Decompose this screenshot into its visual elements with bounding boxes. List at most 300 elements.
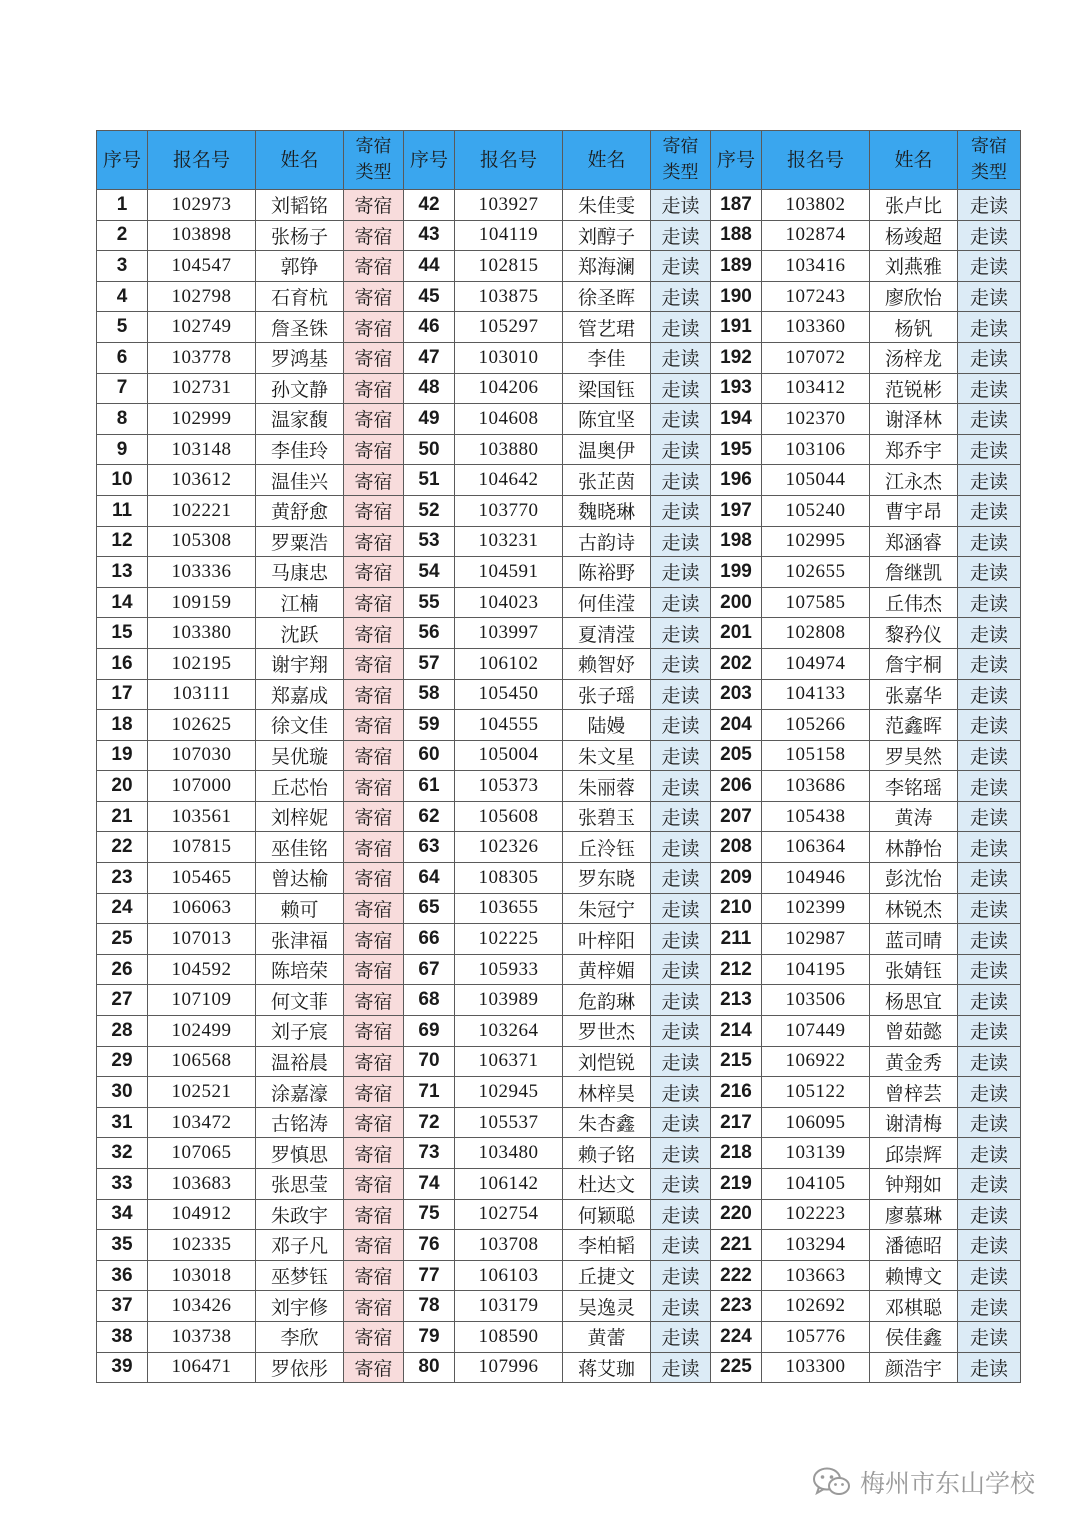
board-type-cell: 寄宿 (344, 710, 404, 741)
board-type-cell: 走读 (958, 710, 1021, 741)
seq-cell: 53 (404, 526, 455, 557)
name-cell: 古铭涛 (256, 1107, 344, 1138)
reg-no-cell: 107996 (455, 1352, 563, 1383)
table-row (97, 1352, 1021, 1383)
name-cell: 邓子凡 (256, 1230, 344, 1261)
seq-cell: 33 (97, 1169, 148, 1200)
reg-no-cell: 103875 (455, 281, 563, 312)
seq-cell: 13 (97, 557, 148, 588)
reg-no-cell: 102499 (148, 1016, 256, 1047)
board-type-cell: 走读 (958, 1321, 1021, 1352)
board-type-cell: 寄宿 (344, 1230, 404, 1261)
name-cell: 李铭瑶 (870, 771, 958, 802)
name-cell: 朱杏鑫 (563, 1107, 651, 1138)
seq-cell: 219 (711, 1169, 762, 1200)
name-cell: 朱政宇 (256, 1199, 344, 1230)
reg-no-cell: 102399 (762, 893, 870, 924)
seq-cell: 75 (404, 1199, 455, 1230)
name-cell: 陆嫚 (563, 710, 651, 741)
reg-no-cell: 103472 (148, 1107, 256, 1138)
seq-cell: 79 (404, 1321, 455, 1352)
seq-cell: 200 (711, 587, 762, 618)
board-type-cell: 走读 (958, 648, 1021, 679)
name-cell: 张芷茵 (563, 465, 651, 496)
seq-cell: 199 (711, 557, 762, 588)
name-cell: 张津福 (256, 924, 344, 955)
student-roster-table (96, 130, 1021, 1383)
board-type-cell: 寄宿 (344, 1138, 404, 1169)
seq-cell: 18 (97, 710, 148, 741)
seq-cell: 26 (97, 954, 148, 985)
name-cell: 夏清滢 (563, 618, 651, 649)
reg-no-cell: 105373 (455, 771, 563, 802)
reg-no-cell: 103770 (455, 495, 563, 526)
board-type-cell: 寄宿 (344, 373, 404, 404)
seq-cell: 70 (404, 1046, 455, 1077)
table-row (97, 679, 1021, 710)
seq-cell: 54 (404, 557, 455, 588)
seq-cell: 208 (711, 832, 762, 863)
board-type-cell: 走读 (651, 1352, 711, 1383)
name-cell: 罗粟浩 (256, 526, 344, 557)
board-type-cell: 走读 (651, 863, 711, 894)
seq-cell: 38 (97, 1321, 148, 1352)
seq-cell: 217 (711, 1107, 762, 1138)
reg-no-cell: 102221 (148, 495, 256, 526)
reg-no-cell: 106364 (762, 832, 870, 863)
seq-cell: 52 (404, 495, 455, 526)
board-type-cell: 寄宿 (344, 1077, 404, 1108)
name-cell: 杜达文 (563, 1169, 651, 1200)
seq-cell: 65 (404, 893, 455, 924)
table-row (97, 1230, 1021, 1261)
name-cell: 刘子宸 (256, 1016, 344, 1047)
board-type-cell: 寄宿 (344, 801, 404, 832)
seq-cell: 24 (97, 893, 148, 924)
table-row (97, 648, 1021, 679)
seq-cell: 202 (711, 648, 762, 679)
name-cell: 侯佳鑫 (870, 1321, 958, 1352)
seq-cell: 64 (404, 863, 455, 894)
name-cell: 曾茹懿 (870, 1016, 958, 1047)
reg-no-cell: 103139 (762, 1138, 870, 1169)
board-type-cell: 走读 (958, 251, 1021, 282)
reg-no-cell: 103294 (762, 1230, 870, 1261)
board-type-cell: 走读 (651, 434, 711, 465)
table-row (97, 587, 1021, 618)
name-cell: 丘伟杰 (870, 587, 958, 618)
board-type-cell: 寄宿 (344, 740, 404, 771)
reg-no-cell: 102754 (455, 1199, 563, 1230)
reg-no-cell: 103663 (762, 1260, 870, 1291)
name-cell: 黄梓媚 (563, 954, 651, 985)
seq-cell: 2 (97, 220, 148, 251)
board-type-cell: 寄宿 (344, 557, 404, 588)
board-type-cell: 走读 (958, 495, 1021, 526)
reg-no-cell: 104105 (762, 1169, 870, 1200)
header-board-type-line2: 类型 (355, 162, 392, 183)
name-cell: 郑海澜 (563, 251, 651, 282)
reg-no-cell: 107585 (762, 587, 870, 618)
header-board-type (651, 131, 711, 190)
reg-no-cell: 103480 (455, 1138, 563, 1169)
seq-cell: 17 (97, 679, 148, 710)
seq-cell: 3 (97, 251, 148, 282)
seq-cell: 39 (97, 1352, 148, 1383)
board-type-cell: 走读 (958, 312, 1021, 343)
board-type-cell: 走读 (958, 954, 1021, 985)
board-type-cell: 走读 (958, 801, 1021, 832)
header-board-type (344, 131, 404, 190)
board-type-cell: 走读 (958, 1046, 1021, 1077)
reg-no-cell: 107109 (148, 985, 256, 1016)
reg-no-cell: 107449 (762, 1016, 870, 1047)
board-type-cell: 走读 (651, 373, 711, 404)
reg-no-cell: 106103 (455, 1260, 563, 1291)
seq-cell: 68 (404, 985, 455, 1016)
name-cell: 曾梓芸 (870, 1077, 958, 1108)
reg-no-cell: 106142 (455, 1169, 563, 1200)
board-type-cell: 走读 (958, 1230, 1021, 1261)
reg-no-cell: 102731 (148, 373, 256, 404)
reg-no-cell: 104555 (455, 710, 563, 741)
name-cell: 魏晓琳 (563, 495, 651, 526)
board-type-cell: 寄宿 (344, 495, 404, 526)
reg-no-cell: 103300 (762, 1352, 870, 1383)
seq-cell: 21 (97, 801, 148, 832)
board-type-cell: 寄宿 (344, 465, 404, 496)
seq-cell: 203 (711, 679, 762, 710)
board-type-cell: 走读 (958, 342, 1021, 373)
seq-cell: 206 (711, 771, 762, 802)
seq-cell: 51 (404, 465, 455, 496)
name-cell: 曹宇昂 (870, 495, 958, 526)
board-type-cell: 走读 (651, 740, 711, 771)
board-type-cell: 寄宿 (344, 863, 404, 894)
board-type-cell: 寄宿 (344, 832, 404, 863)
board-type-cell: 走读 (651, 1199, 711, 1230)
name-cell: 郑乔宇 (870, 434, 958, 465)
name-cell: 陈培荣 (256, 954, 344, 985)
seq-cell: 11 (97, 495, 148, 526)
board-type-cell: 走读 (958, 1138, 1021, 1169)
name-cell: 蒋艾珈 (563, 1352, 651, 1383)
board-type-cell: 走读 (651, 526, 711, 557)
seq-cell: 76 (404, 1230, 455, 1261)
reg-no-cell: 104592 (148, 954, 256, 985)
reg-no-cell: 107815 (148, 832, 256, 863)
name-cell: 刘燕雅 (870, 251, 958, 282)
board-type-cell: 走读 (651, 710, 711, 741)
table-row (97, 985, 1021, 1016)
reg-no-cell: 103412 (762, 373, 870, 404)
reg-no-cell: 104591 (455, 557, 563, 588)
seq-cell: 189 (711, 251, 762, 282)
board-type-cell: 走读 (958, 557, 1021, 588)
name-cell: 谢泽林 (870, 404, 958, 435)
name-cell: 罗东晓 (563, 863, 651, 894)
board-type-cell: 走读 (958, 1016, 1021, 1047)
name-cell: 朱文星 (563, 740, 651, 771)
seq-cell: 66 (404, 924, 455, 955)
header-board-type-line2: 类型 (971, 162, 1007, 183)
reg-no-cell: 102987 (762, 924, 870, 955)
name-cell: 彭沈怡 (870, 863, 958, 894)
board-type-cell: 走读 (958, 618, 1021, 649)
table-row (97, 1260, 1021, 1291)
board-type-cell: 走读 (958, 832, 1021, 863)
reg-no-cell: 102973 (148, 190, 256, 221)
table-row (97, 312, 1021, 343)
reg-no-cell: 102874 (762, 220, 870, 251)
name-cell: 管艺珺 (563, 312, 651, 343)
table-row (97, 495, 1021, 526)
name-cell: 李欣 (256, 1321, 344, 1352)
seq-cell: 61 (404, 771, 455, 802)
name-cell: 汤梓龙 (870, 342, 958, 373)
reg-no-cell: 103336 (148, 557, 256, 588)
name-cell: 张嘉华 (870, 679, 958, 710)
seq-cell: 218 (711, 1138, 762, 1169)
seq-cell: 214 (711, 1016, 762, 1047)
seq-cell: 56 (404, 618, 455, 649)
name-cell: 江楠 (256, 587, 344, 618)
board-type-cell: 寄宿 (344, 1016, 404, 1047)
reg-no-cell: 103416 (762, 251, 870, 282)
board-type-cell: 走读 (958, 373, 1021, 404)
reg-no-cell: 103506 (762, 985, 870, 1016)
seq-cell: 222 (711, 1260, 762, 1291)
reg-no-cell: 109159 (148, 587, 256, 618)
table-row (97, 281, 1021, 312)
name-cell: 张碧玉 (563, 801, 651, 832)
seq-cell: 63 (404, 832, 455, 863)
name-cell: 蓝司晴 (870, 924, 958, 955)
name-cell: 温家馥 (256, 404, 344, 435)
seq-cell: 207 (711, 801, 762, 832)
name-cell: 江永杰 (870, 465, 958, 496)
board-type-cell: 走读 (958, 1352, 1021, 1383)
board-type-cell: 走读 (651, 1016, 711, 1047)
board-type-cell: 走读 (651, 557, 711, 588)
board-type-cell: 走读 (651, 312, 711, 343)
name-cell: 吴优璇 (256, 740, 344, 771)
reg-no-cell: 102655 (762, 557, 870, 588)
name-cell: 黎矜仪 (870, 618, 958, 649)
seq-cell: 10 (97, 465, 148, 496)
name-cell: 梁国钰 (563, 373, 651, 404)
name-cell: 巫佳铭 (256, 832, 344, 863)
reg-no-cell: 107000 (148, 771, 256, 802)
seq-cell: 192 (711, 342, 762, 373)
seq-cell: 197 (711, 495, 762, 526)
name-cell: 孙文静 (256, 373, 344, 404)
seq-cell: 59 (404, 710, 455, 741)
reg-no-cell: 102625 (148, 710, 256, 741)
name-cell: 叶梓阳 (563, 924, 651, 955)
board-type-cell: 走读 (651, 587, 711, 618)
name-cell: 谢清梅 (870, 1107, 958, 1138)
reg-no-cell: 102521 (148, 1077, 256, 1108)
name-cell: 张卢比 (870, 190, 958, 221)
seq-cell: 22 (97, 832, 148, 863)
board-type-cell: 寄宿 (344, 1321, 404, 1352)
reg-no-cell: 107072 (762, 342, 870, 373)
header-seq: 序号 (97, 131, 148, 190)
table-row (97, 740, 1021, 771)
header-name: 姓名 (256, 131, 344, 190)
seq-cell: 188 (711, 220, 762, 251)
table-row (97, 251, 1021, 282)
name-cell: 郑涵睿 (870, 526, 958, 557)
reg-no-cell: 103148 (148, 434, 256, 465)
reg-no-cell: 108590 (455, 1321, 563, 1352)
board-type-cell: 寄宿 (344, 281, 404, 312)
seq-cell: 20 (97, 771, 148, 802)
seq-cell: 201 (711, 618, 762, 649)
seq-cell: 28 (97, 1016, 148, 1047)
reg-no-cell: 103179 (455, 1291, 563, 1322)
seq-cell: 72 (404, 1107, 455, 1138)
board-type-cell: 走读 (958, 587, 1021, 618)
board-type-cell: 走读 (651, 465, 711, 496)
reg-no-cell: 106471 (148, 1352, 256, 1383)
name-cell: 张子瑶 (563, 679, 651, 710)
board-type-cell: 走读 (958, 1077, 1021, 1108)
reg-no-cell: 104974 (762, 648, 870, 679)
reg-no-cell: 102692 (762, 1291, 870, 1322)
table-row (97, 893, 1021, 924)
board-type-cell: 走读 (958, 404, 1021, 435)
reg-no-cell: 103927 (455, 190, 563, 221)
board-type-cell: 走读 (958, 465, 1021, 496)
reg-no-cell: 104608 (455, 404, 563, 435)
reg-no-cell: 103686 (762, 771, 870, 802)
name-cell: 罗世杰 (563, 1016, 651, 1047)
board-type-cell: 走读 (651, 1138, 711, 1169)
seq-cell: 198 (711, 526, 762, 557)
reg-no-cell: 105933 (455, 954, 563, 985)
name-cell: 黄涛 (870, 801, 958, 832)
name-cell: 潘德昭 (870, 1230, 958, 1261)
seq-cell: 195 (711, 434, 762, 465)
board-type-cell: 寄宿 (344, 190, 404, 221)
seq-cell: 16 (97, 648, 148, 679)
board-type-cell: 走读 (958, 740, 1021, 771)
reg-no-cell: 104133 (762, 679, 870, 710)
reg-no-cell: 106063 (148, 893, 256, 924)
board-type-cell: 寄宿 (344, 954, 404, 985)
reg-no-cell: 105308 (148, 526, 256, 557)
reg-no-cell: 104912 (148, 1199, 256, 1230)
seq-cell: 46 (404, 312, 455, 343)
seq-cell: 23 (97, 863, 148, 894)
name-cell: 温佳兴 (256, 465, 344, 496)
table-row (97, 342, 1021, 373)
name-cell: 朱丽蓉 (563, 771, 651, 802)
name-cell: 巫梦钰 (256, 1260, 344, 1291)
name-cell: 刘韬铭 (256, 190, 344, 221)
watermark (812, 1462, 1035, 1502)
seq-cell: 15 (97, 618, 148, 649)
board-type-cell: 寄宿 (344, 434, 404, 465)
header-board-type-line1: 寄宿 (971, 136, 1007, 157)
board-type-cell: 走读 (958, 1291, 1021, 1322)
table-row (97, 832, 1021, 863)
reg-no-cell: 102815 (455, 251, 563, 282)
board-type-cell: 寄宿 (344, 1260, 404, 1291)
name-cell: 陈宜坚 (563, 404, 651, 435)
name-cell: 吴逸灵 (563, 1291, 651, 1322)
seq-cell: 187 (711, 190, 762, 221)
seq-cell: 57 (404, 648, 455, 679)
seq-cell: 212 (711, 954, 762, 985)
board-type-cell: 寄宿 (344, 587, 404, 618)
board-type-cell: 走读 (651, 1291, 711, 1322)
seq-cell: 74 (404, 1169, 455, 1200)
board-type-cell: 寄宿 (344, 985, 404, 1016)
name-cell: 詹圣铢 (256, 312, 344, 343)
seq-cell: 220 (711, 1199, 762, 1230)
reg-no-cell: 103898 (148, 220, 256, 251)
reg-no-cell: 103018 (148, 1260, 256, 1291)
header-name: 姓名 (563, 131, 651, 190)
name-cell: 赖博文 (870, 1260, 958, 1291)
reg-no-cell: 105044 (762, 465, 870, 496)
reg-no-cell: 105450 (455, 679, 563, 710)
reg-no-cell: 106095 (762, 1107, 870, 1138)
seq-cell: 193 (711, 373, 762, 404)
name-cell: 颜浩宇 (870, 1352, 958, 1383)
board-type-cell: 寄宿 (344, 1107, 404, 1138)
name-cell: 钟翔如 (870, 1169, 958, 1200)
table-row (97, 1169, 1021, 1200)
board-type-cell: 走读 (958, 863, 1021, 894)
reg-no-cell: 103989 (455, 985, 563, 1016)
reg-no-cell: 102335 (148, 1230, 256, 1261)
reg-no-cell: 103738 (148, 1321, 256, 1352)
seq-cell: 8 (97, 404, 148, 435)
seq-cell: 50 (404, 434, 455, 465)
board-type-cell: 走读 (651, 1321, 711, 1352)
seq-cell: 210 (711, 893, 762, 924)
reg-no-cell: 103708 (455, 1230, 563, 1261)
name-cell: 范锐彬 (870, 373, 958, 404)
table-row (97, 954, 1021, 985)
seq-cell: 19 (97, 740, 148, 771)
seq-cell: 213 (711, 985, 762, 1016)
header-board-type-line1: 寄宿 (662, 136, 699, 157)
seq-cell: 45 (404, 281, 455, 312)
board-type-cell: 走读 (651, 342, 711, 373)
board-type-cell: 走读 (651, 1260, 711, 1291)
board-type-cell: 走读 (651, 1230, 711, 1261)
name-cell: 丘芯怡 (256, 771, 344, 802)
seq-cell: 5 (97, 312, 148, 343)
seq-cell: 225 (711, 1352, 762, 1383)
header-board-type (958, 131, 1021, 190)
name-cell: 丘泠钰 (563, 832, 651, 863)
board-type-cell: 走读 (958, 1260, 1021, 1291)
seq-cell: 48 (404, 373, 455, 404)
seq-cell: 7 (97, 373, 148, 404)
table-row (97, 801, 1021, 832)
reg-no-cell: 105240 (762, 495, 870, 526)
reg-no-cell: 104206 (455, 373, 563, 404)
name-cell: 李佳玲 (256, 434, 344, 465)
reg-no-cell: 107013 (148, 924, 256, 955)
board-type-cell: 走读 (958, 679, 1021, 710)
